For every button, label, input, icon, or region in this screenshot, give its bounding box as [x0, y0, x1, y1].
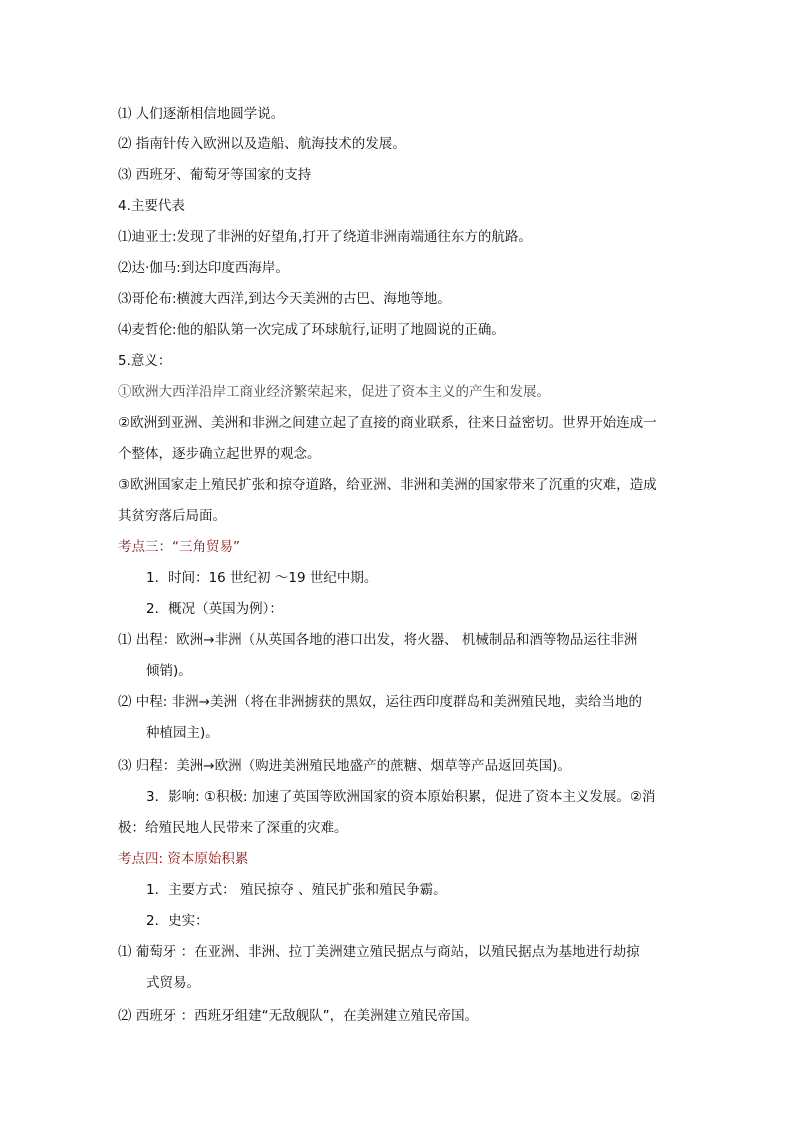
topic-four-heading: 考点四: 资本原始积累 — [118, 851, 249, 867]
historical-facts-heading: 2．史实： — [146, 913, 209, 929]
triangle-trade-time: 1．时间：16 世纪初 ～19 世纪中期。 — [146, 570, 378, 586]
outbound-leg-line2: 倾销)。 — [146, 663, 192, 679]
section-heading-representatives: 4.主要代表 — [118, 198, 185, 214]
significance-1: ①欧洲大西洋沿岸工商业经济繁荣起来，促进了资本主义的产生和发展。 — [118, 384, 550, 400]
significance-2-line2: 个整体，逐步确立起世界的观念。 — [118, 446, 321, 462]
middle-passage-line2: 种植园主)。 — [146, 725, 219, 741]
reason-3: ⑶ 西班牙、葡萄牙等国家的支持 — [118, 167, 312, 183]
middle-passage-line1: ⑵ 中程: 非洲→美洲（将在非洲掳获的黑奴，运往西印度群岛和美洲殖民地，卖给当地的 — [118, 694, 642, 710]
significance-2-line1: ②欧洲到亚洲、美洲和非洲之间建立起了直接的商业联系，往来日益密切。世界开始连成一 — [118, 415, 657, 431]
representative-da-gama: ⑵达·伽马:到达印度西海岸。 — [118, 260, 289, 276]
significance-3-line2: 其贫穷落后局面。 — [118, 508, 226, 524]
return-leg: ⑶ 归程：美洲→欧洲（购进美洲殖民地盛产的蔗糖、烟草等产品返回英国)。 — [118, 758, 571, 774]
reason-1: ⑴ 人们逐渐相信地圆学说。 — [118, 106, 285, 122]
representative-magellan: ⑷麦哲伦:他的船队第一次完成了环球航行,证明了地圆说的正确。 — [118, 322, 505, 338]
impact-line1: 3．影响: ①积极: 加速了英国等欧洲国家的资本原始积累，促进了资本主义发展。②消 — [146, 789, 656, 805]
impact-line2: 极：给殖民地人民带来了深重的灾难。 — [118, 820, 348, 836]
outbound-leg-line1: ⑴ 出程：欧洲→非洲（从英国各地的港口出发，将火器、 机械制品和酒等物品运往非洲 — [118, 632, 638, 648]
portugal-fact-line1: ⑴ 葡萄牙 ：在亚洲、非洲、拉丁美洲建立殖民据点与商站，以殖民据点为基地进行劫掠 — [118, 944, 640, 960]
topic-three-heading: 考点三：“三角贸易” — [118, 539, 240, 555]
reason-2: ⑵ 指南针传入欧洲以及造船、航海技术的发展。 — [118, 136, 406, 152]
representative-dias: ⑴迪亚士:发现了非洲的好望角,打开了绕道非洲南端通往东方的航路。 — [118, 229, 532, 245]
portugal-fact-line2: 式贸易。 — [146, 975, 200, 991]
significance-3-line1: ③欧洲国家走上殖民扩张和掠夺道路，给亚洲、非洲和美洲的国家带来了沉重的灾难，造成 — [118, 477, 657, 493]
representative-columbus: ⑶哥伦布:横渡大西洋,到达今天美洲的古巴、海地等地。 — [118, 291, 451, 307]
spain-fact: ⑵ 西班牙 ：西班牙组建“无敌舰队”，在美洲建立殖民帝国。 — [118, 1008, 479, 1024]
triangle-trade-overview: 2．概况（英国为例）： — [146, 601, 283, 617]
section-heading-significance: 5.意义： — [118, 353, 172, 369]
accumulation-methods: 1．主要方式： 殖民掠夺 、殖民扩张和殖民争霸。 — [146, 882, 447, 898]
